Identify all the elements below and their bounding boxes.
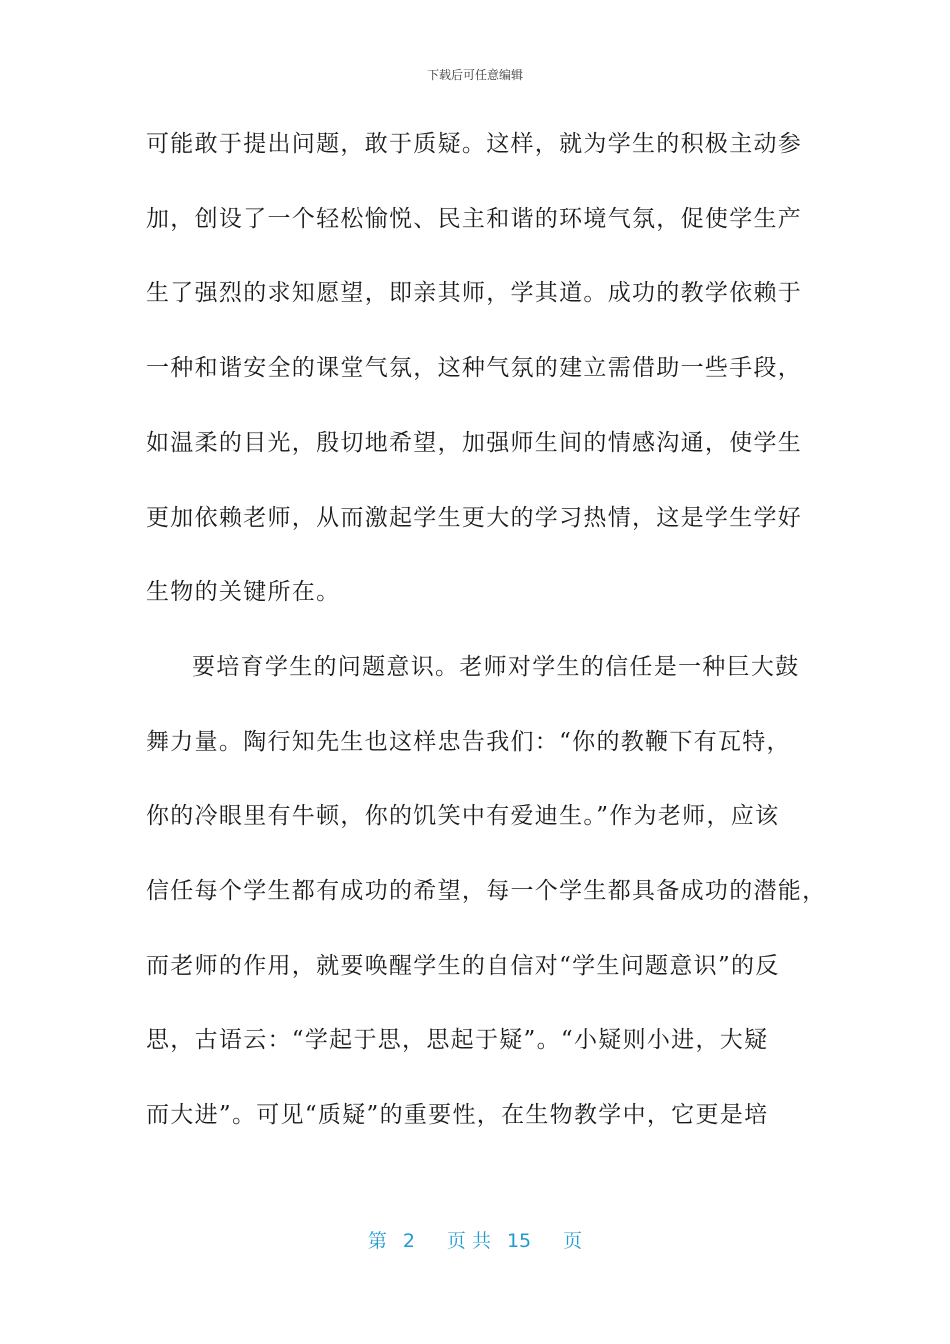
page-footer [0, 1226, 950, 1253]
text-line: 一种和谐安全的课堂气氛，这种气氛的建立需借助一些手段， [146, 355, 803, 382]
current-page-number: 2 [402, 1230, 415, 1252]
text-line: 可能敢于提出问题，敢于质疑。这样，就为学生的积极主动参 [146, 131, 803, 157]
text-line: 要培育学生的问题意识。老师对学生的信任是一种巨大鼓 [192, 653, 800, 680]
text-line: 生物的关键所在。 [146, 579, 341, 606]
text-line: 加，创设了一个轻松愉悦、民主和谐的环境气氛，促使学生产 [146, 205, 803, 232]
text-line: 而大进”。可见“质疑”的重要性，在生物教学中，它更是培 [146, 1102, 769, 1129]
text-line: 你的冷眼里有牛顿，你的饥笑中有爱迪生。”作为老师，应该 [146, 803, 780, 830]
page-header: 下载后可任意编辑 [426, 68, 523, 82]
footer-suffix: 页 [563, 1230, 583, 1252]
footer-prefix: 第 [367, 1230, 387, 1252]
text-line: 舞力量。陶行知先生也这样忠告我们：“你的教鞭下有瓦特， [146, 728, 791, 755]
text-line: 生了强烈的求知愿望，即亲其师，学其道。成功的教学依赖于 [146, 280, 803, 307]
text-line: 信任每个学生都有成功的希望，每一个学生都具备成功的潜能， [146, 878, 827, 904]
text-line: 思，古语云：“学起于思，思起于疑”。“小疑则小进，大疑 [146, 1027, 769, 1054]
footer-middle: 页 共 [446, 1230, 491, 1252]
text-line: 而老师的作用，就要唤醒学生的自信对“学生问题意识”的反 [146, 952, 780, 979]
total-page-count: 15 [506, 1230, 532, 1252]
text-line: 如温柔的目光，殷切地希望，加强师生间的情感沟通，使学生 [146, 429, 803, 456]
text-line: 更加依赖老师，从而激起学生更大的学习热情，这是学生学好 [146, 504, 803, 531]
